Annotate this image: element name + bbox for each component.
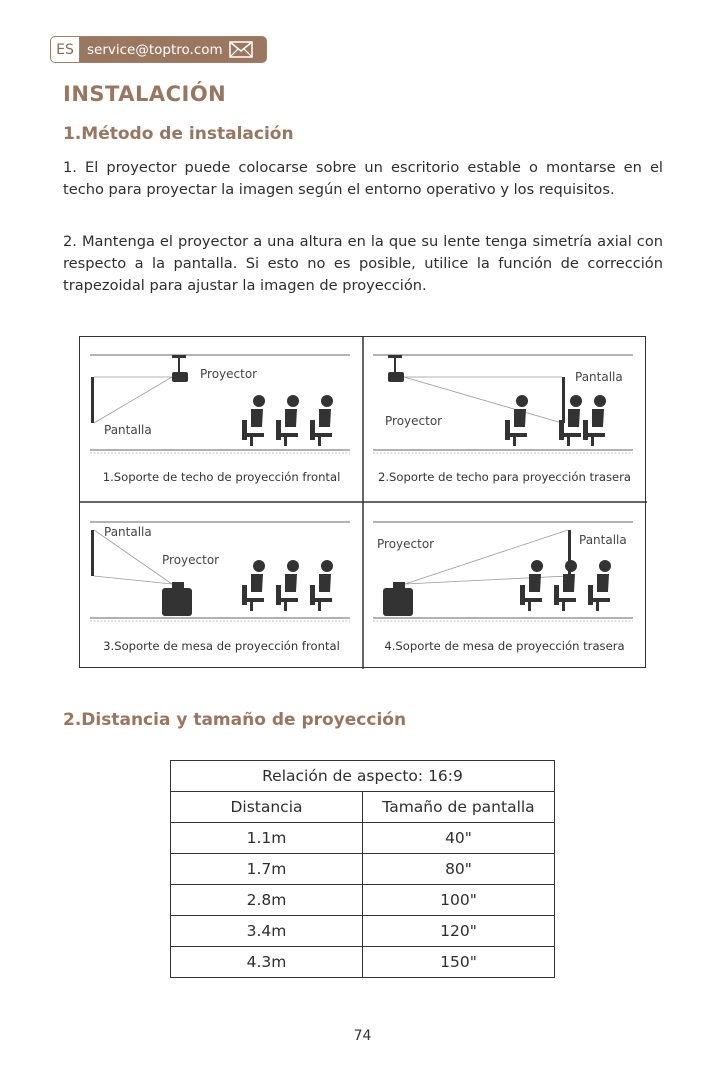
panel-table-rear	[363, 502, 646, 667]
panel-caption: 1.Soporte de techo de proyección frontal	[102, 470, 341, 484]
screen-label: Pantalla	[104, 423, 152, 437]
screen-size-cell: 80"	[363, 854, 555, 885]
screen-label: Pantalla	[104, 525, 152, 539]
screen-size-cell: 120"	[363, 916, 555, 947]
distance-cell: 2.8m	[171, 885, 363, 916]
table-header-row	[171, 792, 555, 823]
screen-size-cell: 150"	[363, 947, 555, 978]
page-number: 74	[353, 1028, 372, 1044]
mail-icon	[229, 41, 253, 58]
screen-size-cell: 100"	[363, 885, 555, 916]
section-heading-distance-size: 2.Distancia y tamaño de proyección	[63, 710, 407, 730]
projector-label: Proyector	[385, 414, 443, 428]
column-header-distance: Distancia	[171, 792, 363, 823]
aspect-ratio-heading: Relación de aspecto: 16:9	[171, 761, 555, 792]
support-email[interactable]: service@toptro.com	[87, 41, 223, 58]
language-tag: ES	[51, 37, 80, 62]
distance-cell: 1.7m	[171, 854, 363, 885]
table-row	[171, 823, 555, 854]
panel-caption: 2.Soporte de techo para proyección trasera	[378, 470, 631, 484]
paragraph-2: 2. Mantenga el proyector a una altura en la que su lente tenga simetría axial con respecto a la pantalla. Si esto no es posible, utilice la función de corrección trapezoidal para ajustar la imagen de proyección.	[63, 233, 663, 294]
projector-label: Proyector	[200, 367, 258, 381]
language-email-badge	[50, 36, 267, 63]
projector-label: Proyector	[162, 553, 220, 567]
projection-distance-table	[170, 760, 555, 978]
table-row	[171, 916, 555, 947]
distance-cell: 3.4m	[171, 916, 363, 947]
distance-cell: 1.1m	[171, 823, 363, 854]
installation-diagram	[79, 336, 646, 668]
screen-size-cell: 40"	[363, 823, 555, 854]
panel-ceiling-rear	[363, 337, 646, 502]
column-header-screen-size: Tamaño de pantalla	[363, 792, 555, 823]
table-row	[171, 947, 555, 978]
projector-label: Proyector	[377, 537, 435, 551]
panel-ceiling-front	[80, 337, 363, 502]
panel-caption: 4.Soporte de mesa de proyección trasera	[384, 639, 625, 653]
panel-caption: 3.Soporte de mesa de proyección frontal	[103, 639, 340, 653]
table-row	[171, 885, 555, 916]
paragraph-1: 1. El proyector puede colocarse sobre un escritorio estable o montarse en el techo para proyectar la imagen según el entorno operativo y los requisitos.	[63, 159, 663, 198]
screen-label: Pantalla	[579, 533, 627, 547]
section-heading-installation-method: 1.Método de instalación	[63, 124, 294, 144]
table-row	[171, 854, 555, 885]
distance-cell: 4.3m	[171, 947, 363, 978]
table-title-row	[171, 761, 555, 792]
panel-table-front	[80, 502, 363, 667]
screen-label: Pantalla	[575, 370, 623, 384]
page-title: INSTALACIÓN	[63, 82, 227, 106]
